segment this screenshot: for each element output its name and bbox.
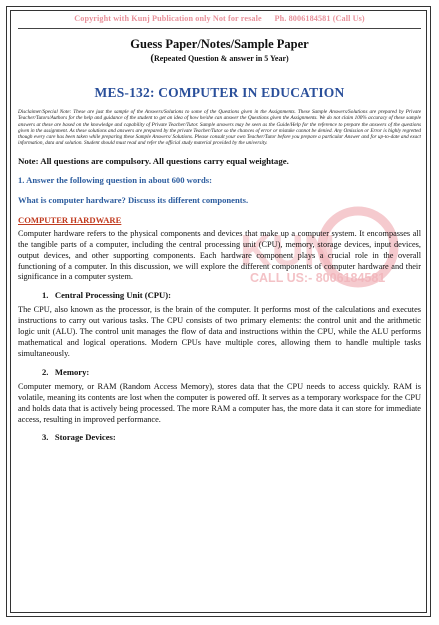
item-text-memory: Computer memory, or RAM (Random Access Memory), stores data that the CPU needs to access quickly. RAM is volatile, meaning its contents are lost when the computer is powered off. It serves as a temporary workspace for the CPU and holds data that is actively being processed. The more RAM a computer has, the more data it can store for immediate access, resulting in improved performance. (18, 381, 421, 424)
item-heading-storage: 3. Storage Devices: (42, 432, 116, 443)
item-heading-memory: 2. Memory: (42, 366, 90, 377)
disclaimer: Disclaimer/Special Note: These are just the sample of the Answers/Solutions to some of the Questions given in the Assignments. These Sample Answers/Solutions are prepared by Private Teacher/Tutors/Authors for the help and guidance of the student to get an idea of how he/she can answer the Questions given the Assignments. We do not claim 100% accuracy of these sample answers at these are based on the knowledge and capability of Private Teacher/Tutor. Sample answers may be seen as the Guide/Help for the reference to prepare the answers of the questions given in the assignment. As these solutions and answers are prepared by the private Teacher/Tutor so the chances of error or mistake cannot be denied. Any Omission or Error is highly regretted though every care has been taken while preparing these Sample Answers/ Solutions. Please consult your own Teacher/Tutor before you prepare a particular Answer and for up-to-date and exact information, data and solution. Student should must read and refer the official study material provided by the university. (18, 109, 421, 147)
question-1-prompt: What is computer hardware? Discuss its different components. (18, 194, 249, 205)
note-line: Note: All questions are compulsory. All questions carry equal weightage. (18, 155, 289, 166)
watermark-letters: KUN (240, 226, 336, 275)
document-content (18, 12, 421, 447)
item-text-cpu: The CPU, also known as the processor, is the brain of the computer. It performs most of the calculations and executes instructions to carry out various tasks. The CPU consists of two primary elements: the control unit and the arithmetic logic unit (ALU). The control unit manages the flow of data and instructions within the CPU, while the ALU performs mathematical and logical operations. Modern CPUs have multiple cores, allowing them to handle multiple tasks simultaneously. (18, 305, 421, 358)
watermark-phone: CALL US:- 8006184581 (250, 271, 386, 285)
header-rule (18, 28, 421, 29)
question-1: 1. Answer the following question in about 600 words: (18, 174, 212, 185)
guess-paper-title: Guess Paper/Notes/Sample Paper (130, 37, 309, 51)
item-heading-cpu: 1. Central Processing Unit (CPU): (42, 290, 171, 301)
section-heading: COMPUTER HARDWARE (18, 214, 122, 225)
subtitle-text: Repeated Question & answer in 5 Year) (154, 54, 289, 63)
course-title: MES-132: COMPUTER IN EDUCATION (94, 85, 345, 100)
intro-paragraph: Computer hardware refers to the physical components and devices that make up a computer system. It encompasses all the tangible parts of a computer, including the central processing unit (CPU), memory, storage devices, input devices, output devices, and other supporting components. Each hardware component plays a crucial role in the overall functioning of a computer. In this discussion, we will explore the different components of computer hardware and their significance in a computer system. (18, 228, 421, 282)
subtitle-paren: ( (150, 52, 154, 64)
repeated-subtitle (18, 53, 421, 64)
copyright-banner: Copyright with Kunj Publication only Not for resale Ph. 8006184581 (Call Us) (74, 14, 365, 23)
